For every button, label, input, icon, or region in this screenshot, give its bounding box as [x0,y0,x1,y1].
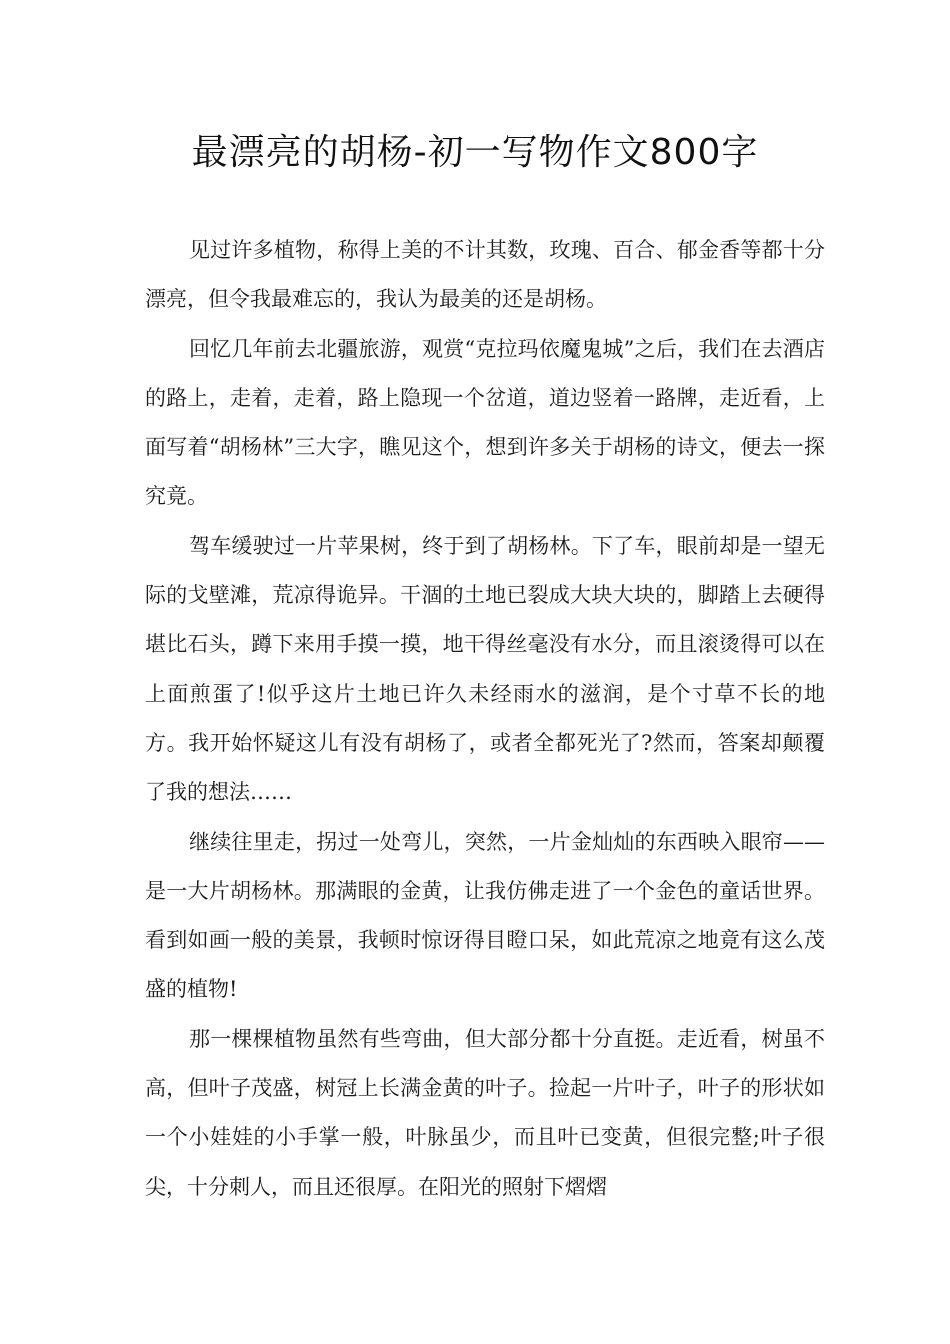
paragraph: 回忆几年前去北疆旅游，观赏“克拉玛依魔鬼城”之后，我们在去酒店的路上，走着，走着，路上隐现一个岔道，道边竖着一路牌，走近看，上面写着“胡杨林”三大字，瞧见这个，想到许多关于胡杨的诗文，便去一探究竟。 [145,336,825,509]
paragraph: 继续往里走，拐过一处弯儿，突然，一片金灿灿的东西映入眼帘——是一大片胡杨林。那满眼的金黄，让我仿佛走进了一个金色的童话世界。看到如画一般的美景，我顿时惊讶得目瞪口呆，如此荒凉之地竟有这么茂盛的植物! [145,829,825,1002]
document-body [145,226,825,1212]
paragraph: 见过许多植物，称得上美的不计其数，玫瑰、百合、郁金香等都十分漂亮，但令我最难忘的，我认为最美的还是胡杨。 [145,238,825,312]
paragraph: 那一棵棵植物虽然有些弯曲，但大部分都十分直挺。走近看，树虽不高，但叶子茂盛，树冠上长满金黄的叶子。捡起一片叶子，叶子的形状如一个小娃娃的小手掌一般，叶脉虽少，而且叶已变黄，但很完整;叶子很尖，十分刺人，而且还很厚。在阳光的照射下熠熠 [145,1026,825,1199]
document-title: 最漂亮的胡杨-初一写物作文800字 [191,132,759,173]
paragraph: 驾车缓驶过一片苹果树，终于到了胡杨林。下了车，眼前却是一望无际的戈壁滩，荒凉得诡异。干涸的土地已裂成大块大块的，脚踏上去硬得堪比石头，蹲下来用手摸一摸，地干得丝毫没有水分，而且滚烫得可以在上面煎蛋了!似乎这片土地已许久未经雨水的滋润，是个寸草不长的地方。我开始怀疑这儿有没有胡杨了，或者全都死光了?然而，答案却颠覆了我的想法…… [145,533,825,805]
